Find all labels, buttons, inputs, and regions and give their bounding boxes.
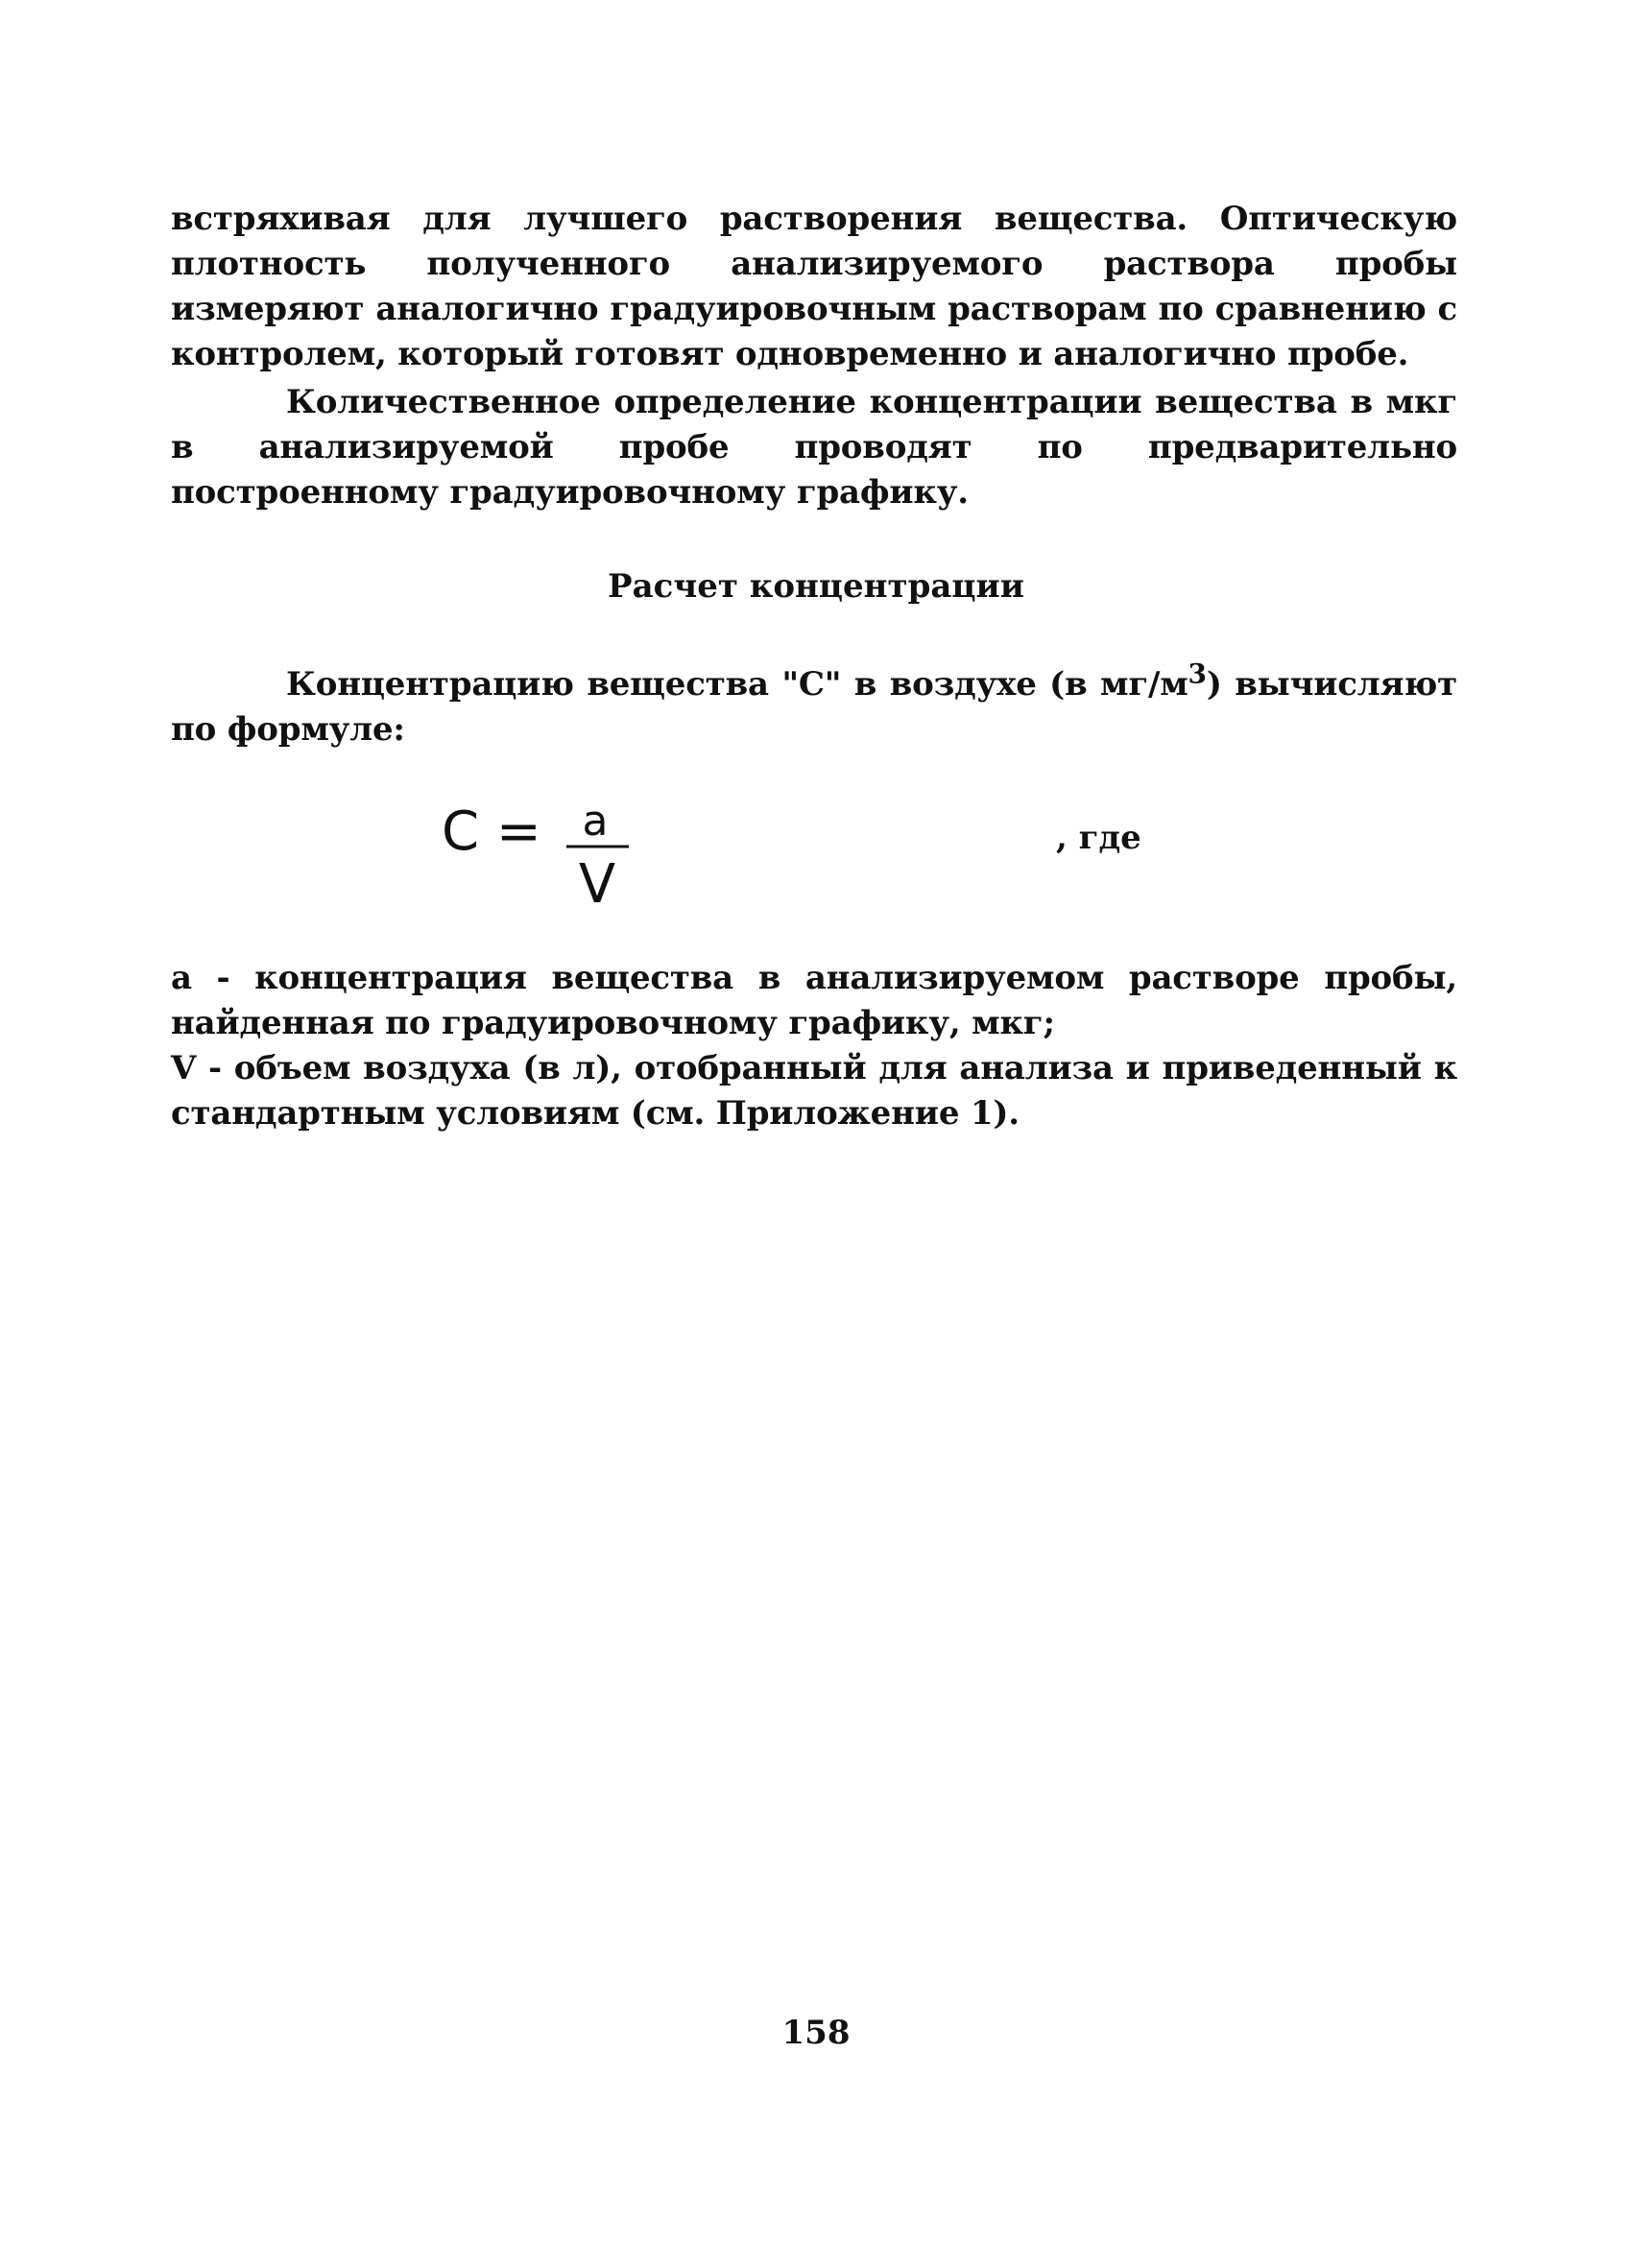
- continuation-paragraph: [171, 197, 1457, 377]
- formula-where-label: , где: [1056, 819, 1141, 857]
- formula-denominator: V: [578, 853, 616, 916]
- concentration-formula: [422, 787, 691, 921]
- formula-intro-before: Концентрацию вещества "С" в воздухе (в мг/м: [286, 665, 1188, 704]
- definition-a: a - концентрация вещества в анализируемом растворе пробы, найденная по градуировочному графику, мкг;: [171, 959, 1457, 1042]
- section-heading: Расчет концентрации: [608, 567, 1024, 606]
- continuation-text: встряхивая для лучшего растворения вещества. Оптическую плотность полученного анализируемого раствора пробы измеряют аналогично градуировочным растворам по сравнению с контролем, который готовят одновременно и аналогично пробе.: [171, 200, 1457, 373]
- quantitative-text: Количественное определение концентрации вещества в мкг в анализируемой пробе проводят по предварительно построенному градуировочному графику.: [171, 383, 1457, 512]
- formula-numerator: a: [582, 797, 609, 846]
- definitions-list: [171, 956, 1457, 1136]
- formula-intro-superscript: 3: [1188, 657, 1207, 690]
- formula-intro-paragraph: [171, 657, 1457, 752]
- formula-intro-after: ) вычисляют по формуле:: [171, 665, 1457, 749]
- formula-graphic: [422, 787, 691, 921]
- page-number: 158: [781, 2014, 851, 2052]
- quantitative-paragraph: [171, 380, 1457, 515]
- definition-v: V - объем воздуха (в л), отобранный для анализа и приведенный к стандартным условиям (см. Приложение 1).: [171, 1049, 1457, 1133]
- formula-intro-text: [171, 657, 1457, 752]
- formula-lhs: С =: [442, 800, 541, 863]
